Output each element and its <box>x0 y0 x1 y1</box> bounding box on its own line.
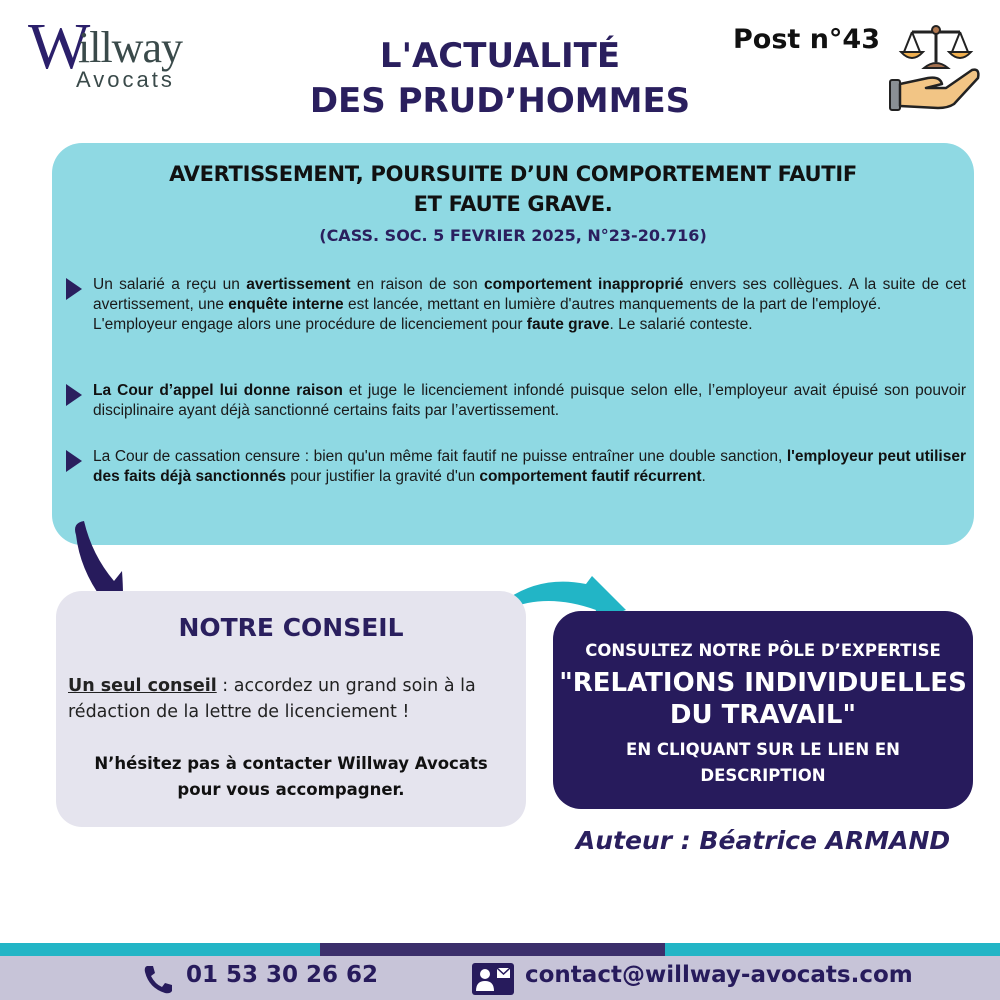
advice-contact-line-2: pour vous accompagner. <box>177 780 405 799</box>
case-reference: (CASS. SOC. 5 FEVRIER 2025, N°23-20.716) <box>319 226 707 245</box>
advice-box <box>56 591 526 827</box>
advice-contact <box>56 751 526 803</box>
phone-number[interactable]: 01 53 30 26 62 <box>186 962 379 988</box>
logo-avocats: Avocats <box>76 67 175 92</box>
logo-w: W <box>28 10 87 83</box>
post-number: Post n°43 <box>733 24 881 55</box>
triangle-bullet-icon <box>66 278 82 300</box>
case-title <box>52 159 974 219</box>
expertise-link-box[interactable] <box>553 611 973 809</box>
page-title <box>280 34 720 124</box>
footer <box>0 956 1000 1000</box>
contact-card-icon <box>472 963 514 995</box>
title-line-2: DES PRUD’HOMMES <box>309 81 691 121</box>
bullet-cassation <box>66 447 966 487</box>
advice-title: NOTRE CONSEIL <box>178 613 404 642</box>
email-link[interactable]: contact@willway-avocats.com <box>525 962 913 988</box>
willway-logo <box>28 10 208 92</box>
case-title-line-1: AVERTISSEMENT, POURSUITE D’UN COMPORTEMENT FAUTIF <box>169 162 857 186</box>
phone-icon <box>143 964 173 994</box>
bullet-text: La Cour de cassation censure : bien qu'un même fait fautif ne puisse entraîner une double sanction, l'employeur peut utiliser des faits déjà sanctionnés pour justifier la gravité d'un comportement fautif récurrent. <box>93 448 966 485</box>
triangle-bullet-icon <box>66 384 82 406</box>
advice-text: Un seul conseil : accordez un grand soin à la rédaction de la lettre de licenciement ! <box>68 676 476 722</box>
triangle-bullet-icon <box>66 450 82 472</box>
logo-illway: illway <box>78 23 182 72</box>
title-line-1: L'ACTUALITÉ <box>379 36 621 76</box>
bullet-text: Un salarié a reçu un avertissement en raison de son comportement inapproprié envers ses collègues. A la suite de cet avertissement, une enquête interne est lancée, mettant en lumière d'autres manquements de la part de l'employé. L'employeur engage alors une procédure de licenciement pour faute grave. Le salarié conteste. <box>93 276 966 333</box>
bullet-text: La Cour d’appel lui donne raison et juge le licenciement infondé puisque selon elle, l’employeur avait épuisé son pouvoir disciplinaire ayant déjà sanctionné certains faits par l’avertissement. <box>93 382 966 419</box>
bullet-facts <box>66 275 966 335</box>
case-summary-box <box>52 143 974 545</box>
expertise-line-1: CONSULTEZ NOTRE PÔLE D’EXPERTISE <box>585 641 941 660</box>
footer-color-bar <box>0 943 1000 956</box>
expertise-name: "RELATIONS INDIVIDUELLES DU TRAVAIL" <box>559 668 967 730</box>
scales-of-justice-hand-icon <box>888 18 984 114</box>
advice-contact-line-1: N’hésitez pas à contacter Willway Avocats <box>94 754 488 773</box>
expertise-line-3: EN CLIQUANT SUR LE LIEN EN DESCRIPTION <box>626 740 900 785</box>
case-title-line-2: ET FAUTE GRAVE. <box>413 192 613 216</box>
advice-lead: Un seul conseil <box>68 676 217 696</box>
bullet-appeal <box>66 381 966 421</box>
author: Auteur : Béatrice ARMAND <box>575 826 951 855</box>
